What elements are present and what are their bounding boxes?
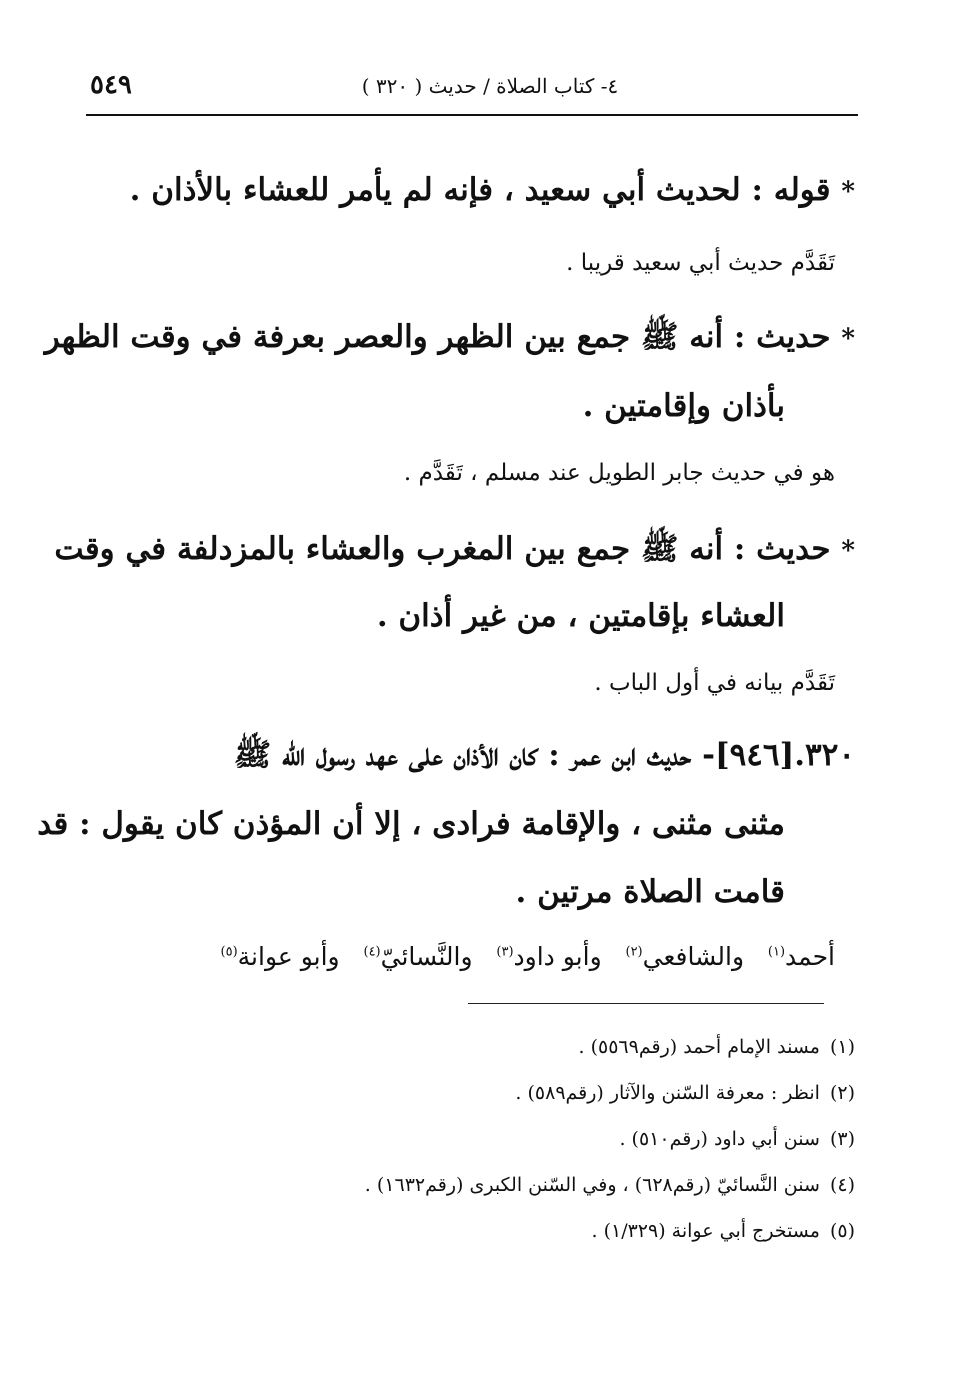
paragraph-3-text: حديث : أنه ﷺ جمع بين المغرب والعشاء بالمزدلفة في وقت <box>54 531 831 567</box>
footnote-text: سنن النَّسائيّ (رقم٦٢٨) ، وفي السّنن الكبرى (رقم١٦٣٢) . <box>364 1174 820 1196</box>
hadith-line-3: قامت الصلاة مرتين . <box>515 874 785 910</box>
paragraph-2-comment: هو في حديث جابر الطويل عند مسلم ، تَقَدَّم . <box>403 460 835 486</box>
paragraph-2-line-1 <box>45 318 855 363</box>
footnote-number: (١) <box>829 1036 855 1058</box>
footnote-2 <box>515 1082 855 1104</box>
footnote-text: مسند الإمام أحمد (رقم٥٥٦٩) . <box>578 1036 820 1058</box>
footnote-5 <box>591 1220 855 1242</box>
paragraph-1-line-1 <box>130 172 855 208</box>
star-marker: * <box>841 536 855 566</box>
footnote-ref-5[interactable]: (٥) <box>220 944 238 960</box>
star-marker: * <box>841 177 855 207</box>
footnote-ref-2[interactable]: (٢) <box>625 944 643 960</box>
source-5: وأبو عوانة$^{(٥)}$ <box>220 942 340 971</box>
hadith-line-2: مثنى مثنى ، والإقامة فرادى ، إلا أن المؤذن كان يقول : قد <box>37 806 785 842</box>
star-marker: * <box>841 324 855 354</box>
footnote-3 <box>619 1128 855 1150</box>
source-3: وأبو داود$^{(٣)}$ <box>496 942 602 971</box>
paragraph-3-line-2: العشاء بإقامتين ، من غير أذان . <box>376 598 785 634</box>
source-1: أحمد$^{(١)}$ <box>767 942 835 971</box>
footnote-number: (٤) <box>829 1174 855 1196</box>
footnote-text: سنن أبي داود (رقم٥١٠) . <box>619 1128 820 1150</box>
paragraph-1-text: قوله : لحديث أبي سعيد ، فإنه لم يأمر للعشاء بالأذان . <box>129 172 831 208</box>
footnote-number: (٥) <box>829 1220 855 1242</box>
paragraph-3-comment: تَقَدَّم بيانه في أول الباب . <box>594 670 835 696</box>
footnote-ref-1[interactable]: (١) <box>767 944 786 960</box>
paragraph-3-line-1 <box>54 530 855 575</box>
footnote-number: (٣) <box>829 1128 855 1150</box>
source-2: والشافعي$^{(٢)}$ <box>625 942 745 971</box>
paragraph-2-line-2: بأذان وإقامتين . <box>582 388 785 424</box>
footnote-ref-3[interactable]: (٣) <box>496 944 514 960</box>
header-divider <box>86 114 858 116</box>
page-number: ٥٤٩ <box>90 70 132 100</box>
sources-line <box>221 942 835 971</box>
footnote-text: مستخرج أبي عوانة (١/٣٢٩) . <box>591 1220 820 1242</box>
footnote-divider <box>468 1003 824 1004</box>
footnote-1 <box>579 1036 855 1058</box>
footnote-number: (٢) <box>829 1082 855 1104</box>
source-4: والنَّسائيّ$^{(٤)}$ <box>363 942 473 971</box>
paragraph-1-comment: تَقَدَّم حديث أبي سعيد قريبا . <box>566 250 835 276</box>
running-header: ٤- كتاب الصلاة / حديث ( ٣٢٠ ) <box>361 74 619 98</box>
hadith-line-1: ٣٢٠.[٩٤٦]- حديث ابن عمر : كان الأذان على عهد رسول الله ﷺ <box>233 737 855 773</box>
footnote-ref-4[interactable]: (٤) <box>363 944 381 960</box>
footnote-text: انظر : معرفة السّنن والآثار (رقم٥٨٩) . <box>515 1082 820 1104</box>
footnote-4 <box>365 1174 855 1196</box>
paragraph-2-text: حديث : أنه ﷺ جمع بين الظهر والعصر بعرفة في وقت الظهر <box>44 319 831 355</box>
